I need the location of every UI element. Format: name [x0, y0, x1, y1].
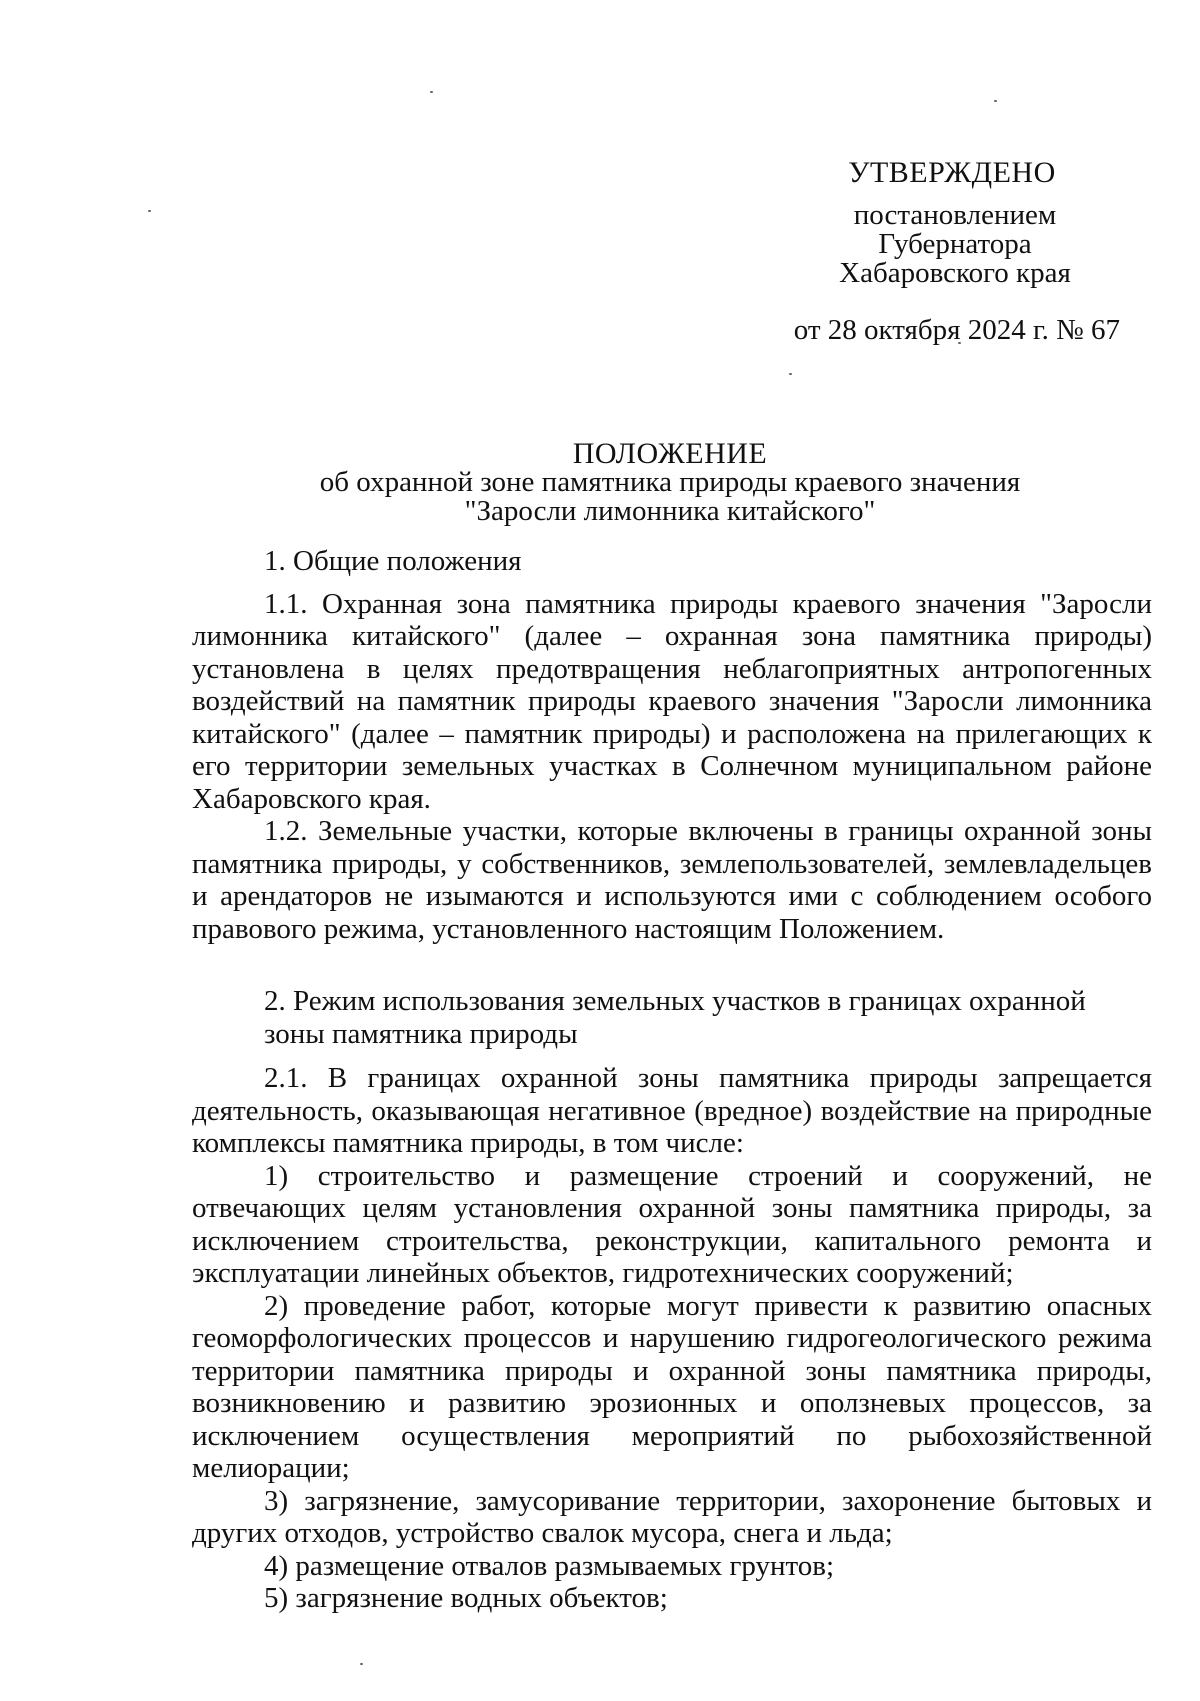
- paragraph: 2.1. В границах охранной зоны памятника природы запрещается деятельность, оказывающая негативное (вредное) воздействие на природные комплексы памятника природы, в том числе:: [192, 1062, 1152, 1159]
- approved-label: УТВЕРЖДЕНО: [848, 156, 1056, 189]
- document-title-block: [190, 439, 1150, 526]
- approval-line: постановлением: [853, 199, 1057, 231]
- paragraph: 1.2. Земельные участки, которые включены в границы охранной зоны памятника природы, у собственников, землепользователей, землевладельцев и арендаторов не изымаются и используются ими с соблюдением особого правового режима, установленного настоящим Положением.: [192, 815, 1152, 945]
- document-subtitle: об охранной зоне памятника природы краевого значения: [319, 466, 1021, 498]
- approval-date-number: от 28 октября 2024 г. № 67: [793, 314, 1120, 346]
- scan-speck: [994, 100, 997, 102]
- approval-stamp: [790, 158, 1120, 345]
- document-title: ПОЛОЖЕНИЕ: [572, 437, 768, 470]
- section-heading: 1. Общие положения: [264, 545, 522, 577]
- scan-speck: [430, 91, 433, 93]
- scan-speck: [148, 210, 151, 212]
- scan-speck: [789, 373, 792, 375]
- list-item: 4) размещение отвалов размываемых грунтов;: [264, 1549, 835, 1582]
- list-item: 1) строительство и размещение строений и сооружений, не отвечающих целям установления охранной зоны памятника природы, за исключением строительства, реконструкции, капитального ремонта и эксплуатации линейных объектов, гидротехнических сооружений;: [192, 1159, 1152, 1289]
- scan-speck: [360, 1663, 363, 1665]
- approval-line: Губернатора: [878, 228, 1032, 260]
- list-item: 3) загрязнение, замусоривание территории, захоронение бытовых и других отходов, устройство свалок мусора, снега и льда;: [192, 1484, 1152, 1549]
- list-item: 2) проведение работ, которые могут привести к развитию опасных геоморфологических процессов и нарушению гидрогеологического режима территории памятника природы и охранной зоны памятника природы, возникновению и развитию эрозионных и оползневых процессов, за исключением осуществления мероприятий по рыбохозяйственной мелиорации;: [192, 1289, 1152, 1484]
- approval-line: Хабаровского края: [839, 257, 1071, 289]
- list-item: 5) загрязнение водных объектов;: [264, 1582, 668, 1614]
- section-heading: 2. Режим использования земельных участков в границах охранной зоны памятника природы: [264, 985, 1086, 1050]
- document-subtitle: "Заросли лимонника китайского": [464, 495, 876, 527]
- paragraph: 1.1. Охранная зона памятника природы краевого значения "Заросли лимонника китайского" (далее – охранная зона памятника природы) установлена в целях предотвращения неблагоприятных антропогенных воздействий на памятник природы краевого значения "Заросли лимонника китайского" (далее – памятник природы) и расположена на прилегающих к его территории земельных участках в Солнечном муниципальном районе Хабаровского края.: [192, 587, 1152, 815]
- document-body: [192, 545, 1152, 1615]
